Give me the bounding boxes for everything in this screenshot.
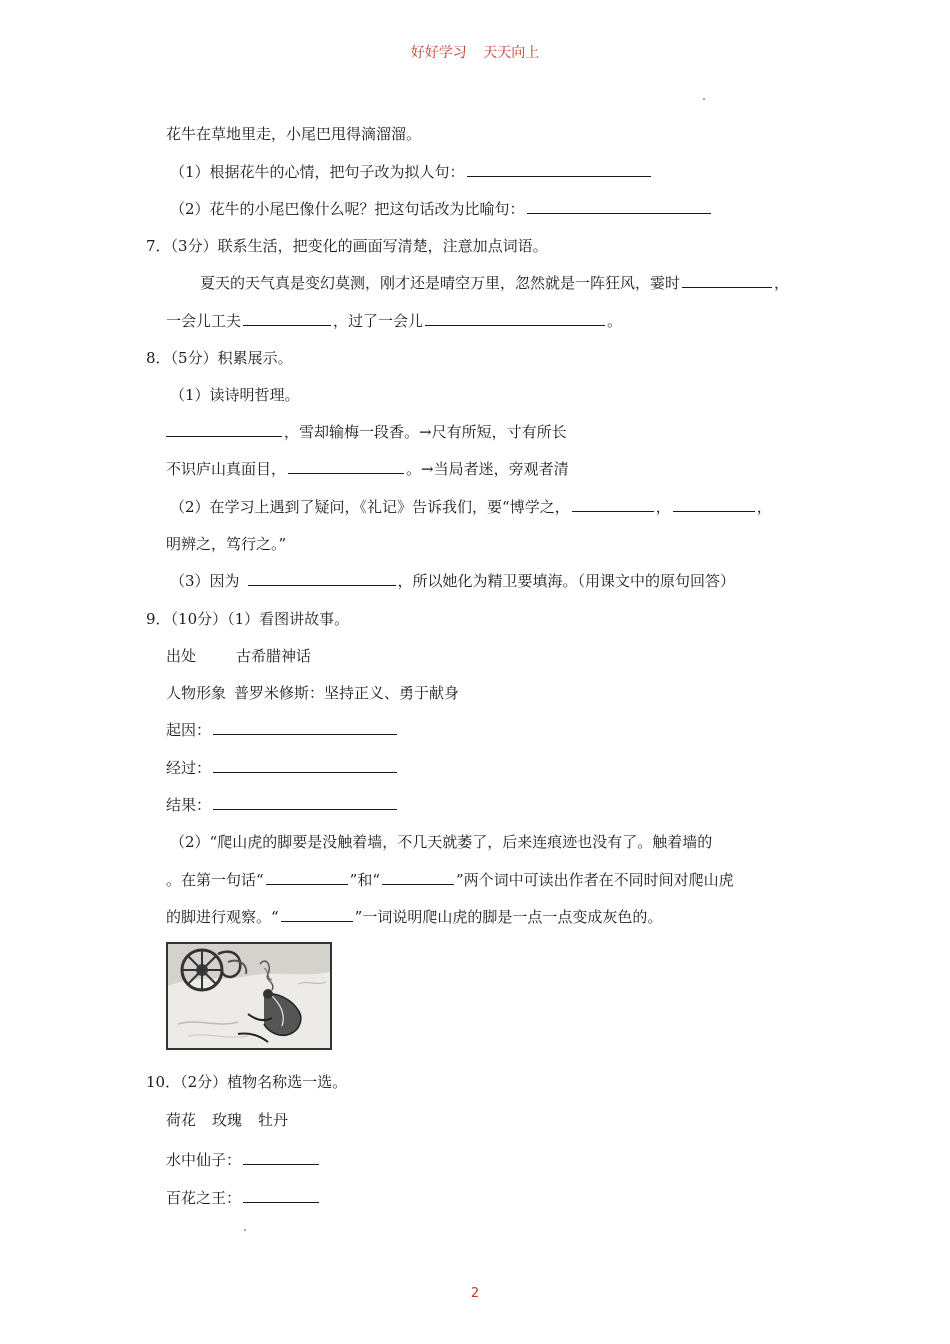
prometheus-illustration-icon — [166, 942, 332, 1050]
q9-title: 9．（10分）（1）看图讲故事。 — [146, 610, 350, 628]
q10-item2: 百花之王： — [166, 1188, 321, 1208]
option-item: 玫瑰 — [212, 1111, 243, 1129]
answer-blank[interactable] — [382, 870, 454, 885]
header-right-text: 天天向上 — [483, 45, 540, 61]
q9-character: 人物形象 普罗米修斯：坚持正义、勇于献身 — [166, 684, 460, 702]
q9-sub2-line2: 。在第一句话“ ”和“ ”两个词中可读出作者在不同时间对爬山虎 — [166, 871, 734, 889]
q8-sub2: （2）在学习上遇到了疑问，《礼记》告诉我们，要“博学之， ， ， — [170, 498, 772, 516]
answer-blank[interactable] — [572, 497, 654, 512]
q6-sub1: （1）根据花牛的心情，把句子改为拟人句： — [170, 162, 653, 182]
illustration-drawing — [168, 944, 330, 1048]
q8-sub1: （1）读诗明哲理。 — [170, 386, 300, 404]
q8-poem1: ，雪却输梅一段香。→尺有所短，寸有所长 — [166, 422, 567, 442]
answer-blank[interactable] — [213, 758, 397, 773]
page-number: 2 — [470, 1286, 480, 1301]
answer-blank[interactable] — [288, 459, 404, 474]
q9-sub2-line1: （2）“爬山虎的脚要是没触着墙，不几天就萎了，后来连痕迹也没有了。触着墙的 — [170, 833, 713, 851]
q10-item1: 水中仙子： — [166, 1150, 321, 1170]
q9-sub2-line3: 的脚进行观察。“ ”一词说明爬山虎的脚是一点一点变成灰色的。 — [166, 908, 663, 926]
q9-source: 出处 古希腊神话 — [166, 647, 312, 665]
answer-blank[interactable] — [425, 311, 605, 326]
answer-blank[interactable] — [673, 497, 755, 512]
answer-blank[interactable] — [166, 422, 282, 437]
page-header — [0, 42, 950, 62]
q6-sentence: 花牛在草地里走，小尾巴甩得滴溜溜。 — [166, 125, 422, 143]
answer-blank[interactable] — [213, 720, 397, 735]
answer-blank[interactable] — [527, 199, 711, 214]
q8-poem2: 不识庐山真面目， 。→当局者迷，旁观者清 — [166, 460, 569, 478]
decorative-dot — [703, 98, 705, 100]
header-left-text: 好好学习 — [410, 45, 467, 61]
q7-title: 7．（3分）联系生活，把变化的画面写清楚，注意加点词语。 — [146, 237, 548, 255]
option-item: 牡丹 — [258, 1111, 289, 1129]
q7-line1: 夏天的天气真是变幻莫测，刚才还是晴空万里，忽然就是一阵狂风，霎时 ， — [200, 274, 790, 292]
answer-blank[interactable] — [467, 162, 651, 177]
q10-options — [166, 1110, 288, 1130]
q9-result: 结果： — [166, 795, 399, 815]
answer-blank[interactable] — [281, 907, 353, 922]
q6-sub2: （2）花牛的小尾巴像什么呢？把这句话改为比喻句： — [170, 199, 713, 219]
q9-cause: 起因： — [166, 720, 399, 740]
q7-line2: 一会儿工夫 ，过了一会儿 。 — [166, 312, 623, 330]
answer-blank[interactable] — [682, 273, 772, 288]
q10-title: 10．（2分）植物名称选一选。 — [146, 1073, 348, 1091]
answer-blank[interactable] — [243, 311, 331, 326]
answer-blank[interactable] — [243, 1150, 319, 1165]
q8-sub3: （3）因为 ，所以她化为精卫要填海。（用课文中的原句回答） — [170, 572, 736, 590]
answer-blank[interactable] — [243, 1188, 319, 1203]
answer-blank[interactable] — [248, 571, 396, 586]
decorative-dot — [244, 1229, 246, 1231]
option-item: 荷花 — [166, 1111, 197, 1129]
answer-blank[interactable] — [266, 870, 348, 885]
q9-process: 经过： — [166, 758, 399, 778]
q8-title: 8．（5分）积累展示。 — [146, 349, 293, 367]
answer-blank[interactable] — [213, 795, 397, 810]
q8-sub2-line2: 明辨之，笃行之。” — [166, 535, 287, 553]
